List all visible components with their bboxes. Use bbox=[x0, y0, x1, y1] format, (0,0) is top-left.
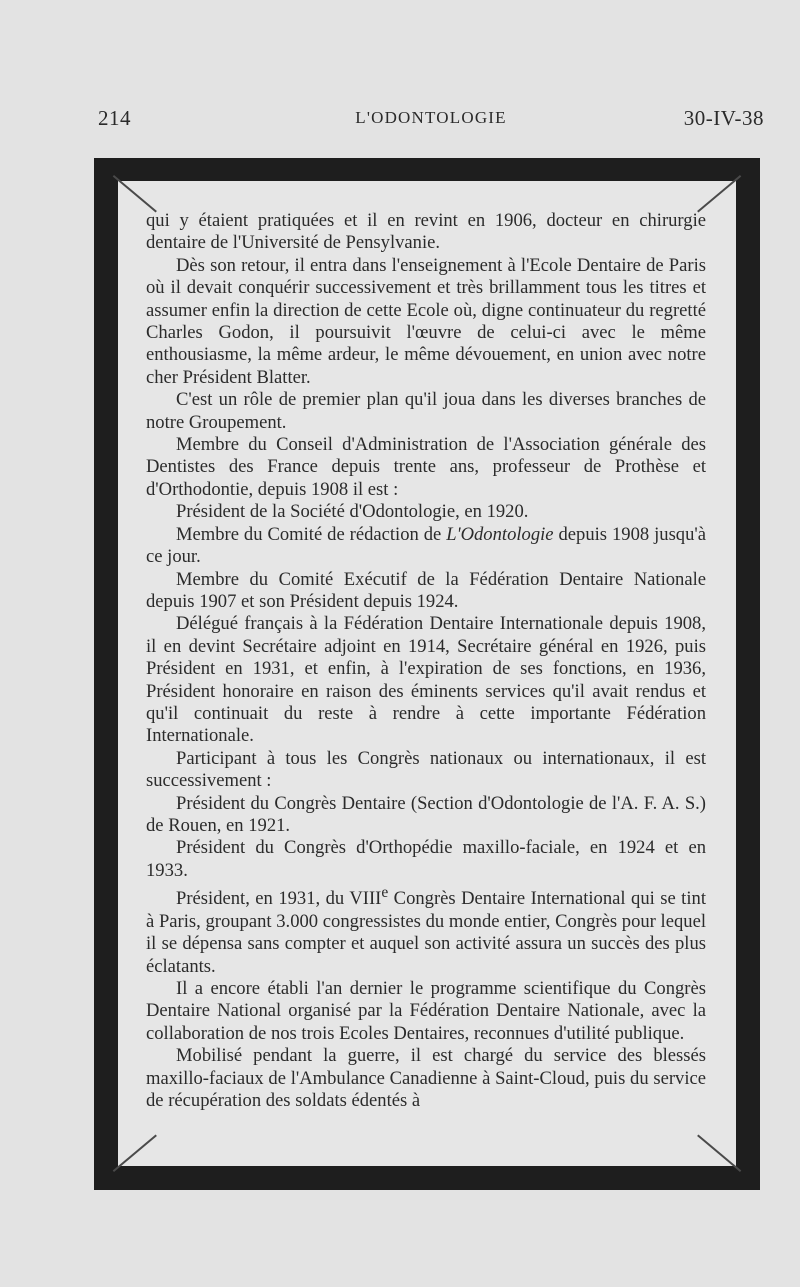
article-body bbox=[146, 210, 706, 1112]
paragraph-text: Congrès Dentaire International qui se tint à Paris, groupant 3.000 congressistes du monde entier, Congrès pour lequel il se dépensa sans compter et auquel son activité assura un succès des plus éclatants. bbox=[146, 888, 706, 977]
ordinal-superscript: e bbox=[381, 884, 389, 902]
paragraph: Il a encore établi l'an dernier le programme scientifique du Congrès Dentaire National organisé par la Fédération Dentaire Nationale, avec la collaboration de nos trois Ecoles Dentaires, reconnues d'utilité publique. bbox=[146, 978, 706, 1044]
paragraph bbox=[146, 882, 706, 978]
paragraph: Mobilisé pendant la guerre, il est chargé du service des blessés maxillo-faciaux de l'Ambulance Canadienne à Saint-Cloud, puis du service de récupération des soldats édentés à bbox=[146, 1045, 706, 1112]
paragraph: Délégué français à la Fédération Dentaire Internationale depuis 1908, il en devint Secrétaire adjoint en 1914, Secrétaire général en 1926, puis Président en 1931, et enfin, à l'expiration de ses fonctions, en 1936, Président honoraire en raison des éminents services qu'il avait rendus et qu'il continuait du reste à rendre à cette importante Fédération Internationale. bbox=[146, 613, 706, 747]
paragraph: Participant à tous les Congrès nationaux ou internationaux, il est successivement : bbox=[146, 747, 706, 792]
frame-corner-line bbox=[697, 1134, 741, 1172]
paragraph: Président de la Société d'Odontologie, en 1920. bbox=[176, 501, 529, 523]
issue-date: 30-IV-38 bbox=[683, 106, 764, 130]
paragraph: Membre du Conseil d'Administration de l'Association générale des Dentistes des France depuis trente ans, professeur de Prothèse et d'Orthodontie, depuis 1908 il est : bbox=[146, 434, 706, 500]
frame-corner-line bbox=[113, 175, 157, 213]
paragraph: Dès son retour, il entra dans l'enseignement à l'Ecole Dentaire de Paris où il devait conquérir successivement et très brillamment tous les titres et assumer enfin la direction de cette Ecole où, digne continuateur du regretté Charles Godon, il poursuivit l'œuvre de celui-ci avec le même enthousiasme, la même ardeur, le même dévouement, en union avec notre cher Président Blatter. bbox=[146, 254, 706, 388]
paragraph bbox=[146, 524, 706, 569]
paragraph: C'est un rôle de premier plan qu'il joua dans les diverses branches de notre Groupement. bbox=[146, 389, 706, 433]
paragraph: Président du Congrès Dentaire (Section d'Odontologie de l'A. F. A. S.) de Rouen, en 1921. bbox=[146, 792, 706, 836]
journal-name-emphasis: L'Odontologie bbox=[446, 523, 554, 545]
paragraph-text: depuis 1908 jusqu'à ce jour. bbox=[146, 523, 707, 568]
journal-title: L'ODONTOLOGIE bbox=[355, 108, 507, 127]
page-number: 214 bbox=[98, 106, 131, 130]
frame-corner-line bbox=[113, 1134, 157, 1172]
paragraph-text: Président, en 1931, du VIII bbox=[176, 888, 382, 910]
paragraph: Membre du Comité Exécutif de la Fédération Dentaire Nationale depuis 1907 et son Président depuis 1924. bbox=[146, 568, 706, 612]
running-header bbox=[98, 106, 764, 136]
paragraph: qui y étaient pratiquées et il en revint en 1906, docteur en chirurgie dentaire de l'Université de Pensylvanie. bbox=[146, 210, 706, 254]
paragraph: Président du Congrès d'Orthopédie maxillo-faciale, en 1924 et en 1933. bbox=[146, 837, 706, 881]
paragraph-text: Membre du Comité de rédaction de bbox=[176, 523, 447, 545]
frame-corner-line bbox=[697, 175, 741, 213]
